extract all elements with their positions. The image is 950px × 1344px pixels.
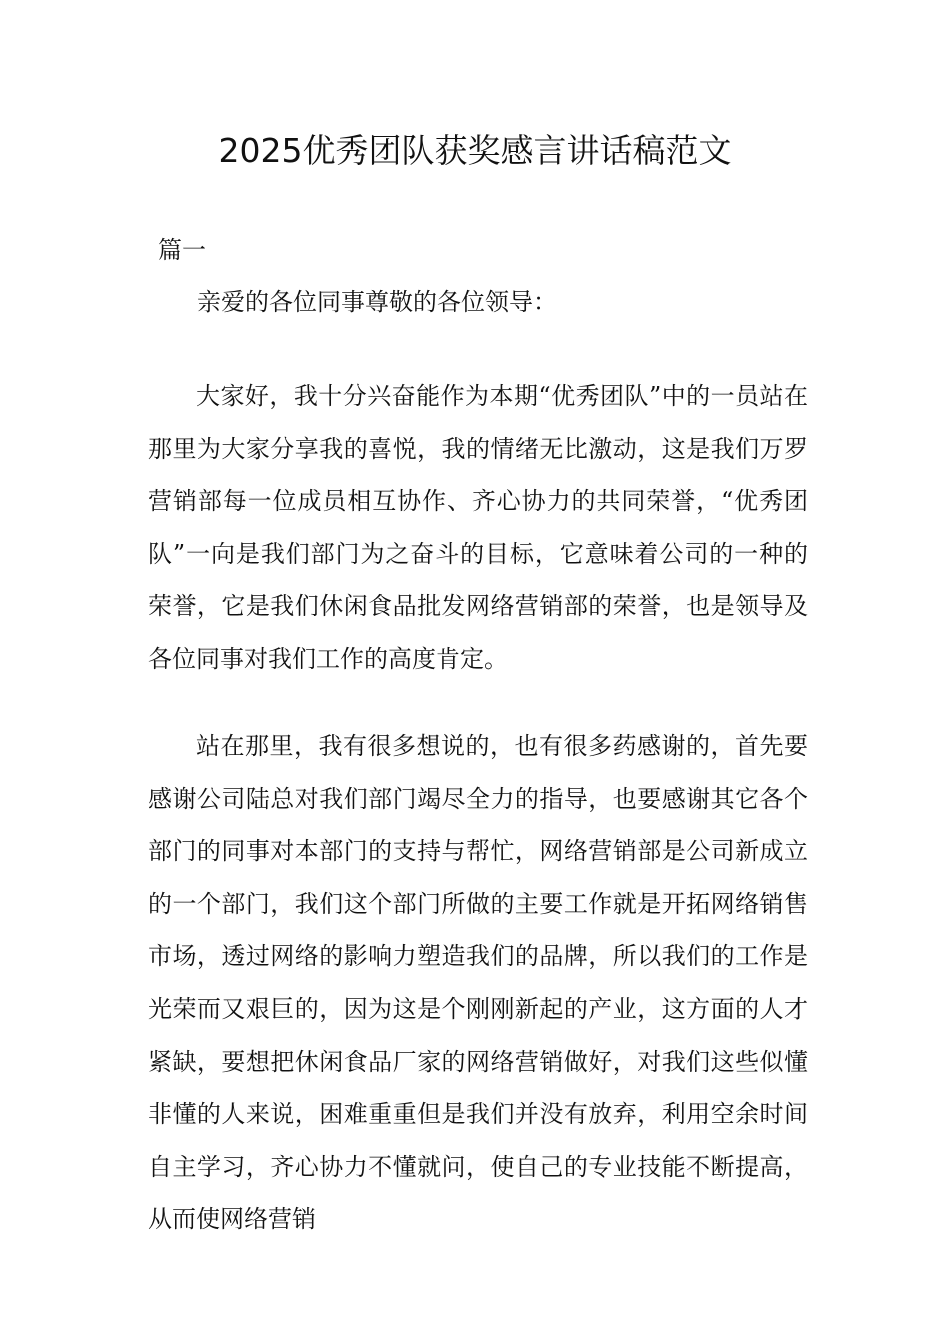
document-title: 2025优秀团队获奖感言讲话稿范文 [218, 131, 732, 170]
section-label: 篇一 [158, 236, 206, 264]
body-paragraph-2: 站在那里，我有很多想说的，也有很多药感谢的，首先要感谢公司陆总对我们部门竭尽全力的指导，也要感谢其它各个部门的同事对本部门的支持与帮忙，网络营销部是公司新成立的一个部门，我们这个部门所做的主要工作就是开拓网络销售市场，透过网络的影响力塑造我们的品牌，所以我们的工作是光荣而又艰巨的，因为这是个刚刚新起的产业，这方面的人才紧缺，要想把休闲食品厂家的网络营销做好，对我们这些似懂非懂的人来说，困难重重但是我们并没有放弃，利用空余时间自主学习，齐心协力不懂就问，使自己的专业技能不断提高，从而使网络营销 [148, 732, 808, 1234]
body-paragraph-1: 大家好，我十分兴奋能作为本期“优秀团队”中的一员站在那里为大家分享我的喜悦，我的情绪无比激动，这是我们万罗营销部每一位成员相互协作、齐心协力的共同荣誉，“优秀团队”一向是我们部门为之奋斗的目标，它意味着公司的一种的荣誉，它是我们休闲食品批发网络营销部的荣誉，也是领导及各位同事对我们工作的高度肯定。 [148, 382, 808, 673]
greeting-line: 亲爱的各位同事尊敬的各位领导： [197, 288, 557, 316]
